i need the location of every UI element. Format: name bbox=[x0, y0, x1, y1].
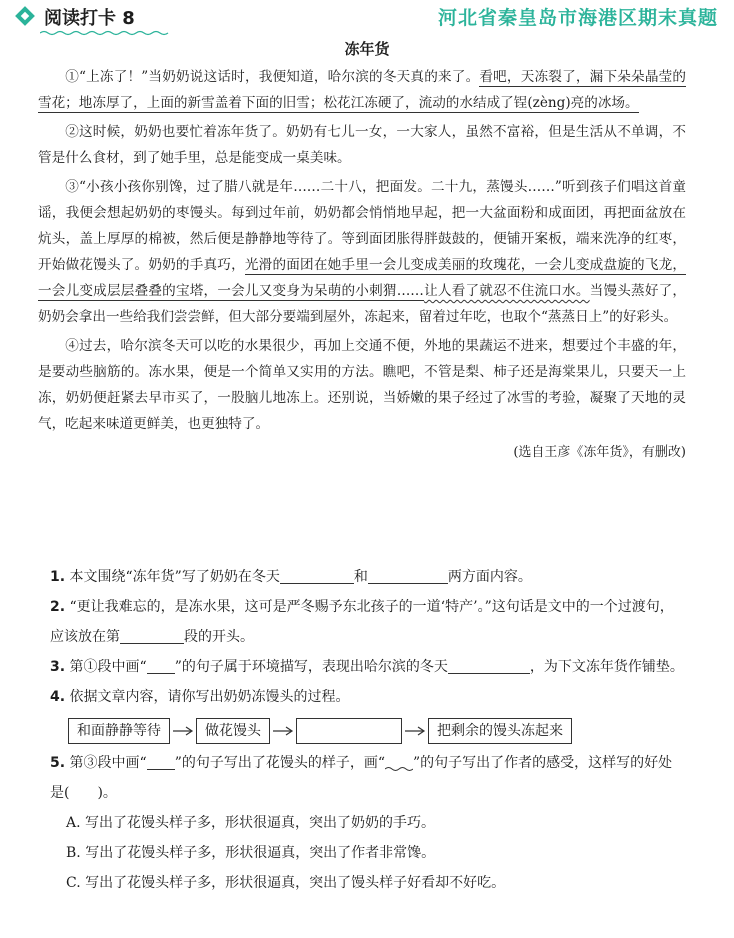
paragraph-4: ④过去，哈尔滨冬天可以吃的水果很少，再加上交通不便，外地的果蔬运不进来，想要过个丰盛的年，是要动些脑筋的。冻水果，便是一个简单又实用的方法。瞧吧，不管是梨、柿子还是海棠果儿，只要天一上冻，奶奶便赶紧去早市买了，一股脑儿地冻上。还别说，当娇嫩的果子经过了冰雪的考验，凝聚了天地的灵气，吃起来味道更鲜美，也更独特了。 bbox=[38, 338, 686, 432]
q2-number: 2. bbox=[50, 599, 66, 615]
q5-line-mark bbox=[147, 751, 175, 770]
arrow-right-icon bbox=[172, 725, 194, 737]
passage-title: 冻年货 bbox=[344, 40, 390, 58]
q3-text-c: ，为下文冻年货作铺垫。 bbox=[529, 659, 684, 675]
q5-wavy-mark bbox=[385, 752, 413, 770]
q1-blank-2[interactable] bbox=[368, 565, 448, 584]
q2-text-b: 段的开头。 bbox=[184, 629, 254, 645]
q1-text-b: 和 bbox=[353, 569, 368, 585]
diamond-icon bbox=[15, 6, 35, 26]
paragraph-2: ②这时候，奶奶也要忙着冻年货了。奶奶有七儿一女，一大家人，虽然不富裕，但是生活从不单调，不管是什么食材，到了她手里，总是能变成一桌美味。 bbox=[38, 124, 686, 166]
question-3 bbox=[50, 652, 686, 682]
option-c[interactable]: C. 写出了花馒头样子多，形状很逼真，突出了馒头样子好看却不好吃。 bbox=[66, 875, 506, 891]
exam-source: 河北省秦皇岛市海港区期末真题 bbox=[437, 7, 718, 29]
flow-step-4: 把剩余的馒头冻起来 bbox=[428, 718, 572, 744]
option-b[interactable]: B. 写出了花馒头样子多，形状很逼真，突出了作者非常馋。 bbox=[66, 845, 436, 861]
q4-number: 4. bbox=[50, 689, 66, 705]
paragraph-3 bbox=[38, 174, 686, 330]
p3-text: ③“小孩小孩你别馋，过了腊八就是年……二十八，把面发。二十九，蒸馒头……”听到孩子们唱这首童谣，我便会想起奶奶的枣馒头。每到过年前，奶奶都会悄悄地早起，把一大盆面粉和成面团，再把面盆放在炕头，盖上厚厚的棉被，然后便是静静地等待了。等到面团胀得胖鼓鼓的，便铺开案板，端来洗净的红枣，开始做花馒头了。奶奶的手真巧， bbox=[38, 179, 686, 273]
q2-text-a: “更让我难忘的，是冻水果，这可是严冬赐予东北孩子的一道‘特产’。”这句话是文中的一个过渡句，应该放在第 bbox=[50, 599, 674, 645]
questions bbox=[50, 562, 686, 898]
p3-underlined-text: 光滑的面团在她手里一会儿变成美丽的玫瑰花，一会儿变成盘旋的飞龙，一会儿变成层层叠叠的宝塔，一会儿又变身为呆萌的小刺猬…… bbox=[38, 257, 687, 299]
wave-decoration-icon bbox=[40, 30, 170, 36]
p1-text: ①“上冻了！”当奶奶说这话时，我便知道，哈尔滨的冬天真的来了。 bbox=[65, 69, 480, 85]
question-2 bbox=[50, 592, 686, 652]
q3-blank[interactable] bbox=[448, 655, 530, 674]
q3-line-mark bbox=[147, 655, 175, 674]
process-flow bbox=[68, 716, 686, 746]
q5-text-c: ”的句子写出了作者的感受，这样写的好处是( )。 bbox=[50, 755, 673, 801]
q4-text: 依据文章内容，请你写出奶奶冻馒头的过程。 bbox=[69, 689, 350, 705]
q1-text-a: 本文围绕“冻年货”写了奶奶在冬天 bbox=[69, 569, 280, 585]
q5-number: 5. bbox=[50, 755, 66, 771]
q5-text-a: 第③段中画“ bbox=[69, 755, 147, 771]
q2-blank[interactable] bbox=[120, 625, 184, 644]
q1-text-c: 两方面内容。 bbox=[447, 569, 532, 585]
q3-text-b: ”的句子属于环境描写，表现出哈尔滨的冬天 bbox=[174, 659, 448, 675]
paragraph-1 bbox=[38, 64, 686, 116]
q3-text-a: 第①段中画“ bbox=[69, 659, 147, 675]
flow-step-3-answer-box[interactable] bbox=[296, 718, 402, 744]
arrow-right-icon bbox=[272, 725, 294, 737]
question-4 bbox=[50, 682, 686, 712]
p3-wavy-text: 让人看了就忍不住流口水。 bbox=[423, 283, 590, 299]
question-5 bbox=[50, 748, 686, 808]
question-1 bbox=[50, 562, 686, 592]
page-header bbox=[0, 0, 734, 34]
arrow-right-icon bbox=[404, 725, 426, 737]
p1-underlined-text: 看吧，天冻裂了，漏下朵朵晶莹的雪花；地冻厚了，上面的新雪盖着下面的旧雪；松花江冻硬了，流动的水结成了锃(zèng)亮的冰场。 bbox=[38, 69, 686, 111]
p3-text-end: 当馒头蒸好了，奶奶会拿出一些给我们尝尝鲜，但大部分要端到屋外，冻起来，留着过年吃，也取个“蒸蒸日上”的好彩头。 bbox=[38, 283, 687, 325]
q3-number: 3. bbox=[50, 659, 66, 675]
flow-step-2: 做花馒头 bbox=[196, 718, 270, 744]
q1-blank-1[interactable] bbox=[280, 565, 354, 584]
flow-step-1: 和面静静等待 bbox=[68, 718, 170, 744]
passage bbox=[38, 64, 686, 469]
q1-number: 1. bbox=[50, 569, 66, 585]
option-a[interactable]: A. 写出了花馒头样子多，形状很逼真，突出了奶奶的手巧。 bbox=[66, 815, 436, 831]
passage-source: (选自王彦《冻年货》，有删改) bbox=[513, 445, 686, 460]
section-label: 阅读打卡 8 bbox=[44, 8, 135, 29]
q5-text-b: ”的句子写出了花馒头的样子，画“ bbox=[174, 755, 386, 771]
